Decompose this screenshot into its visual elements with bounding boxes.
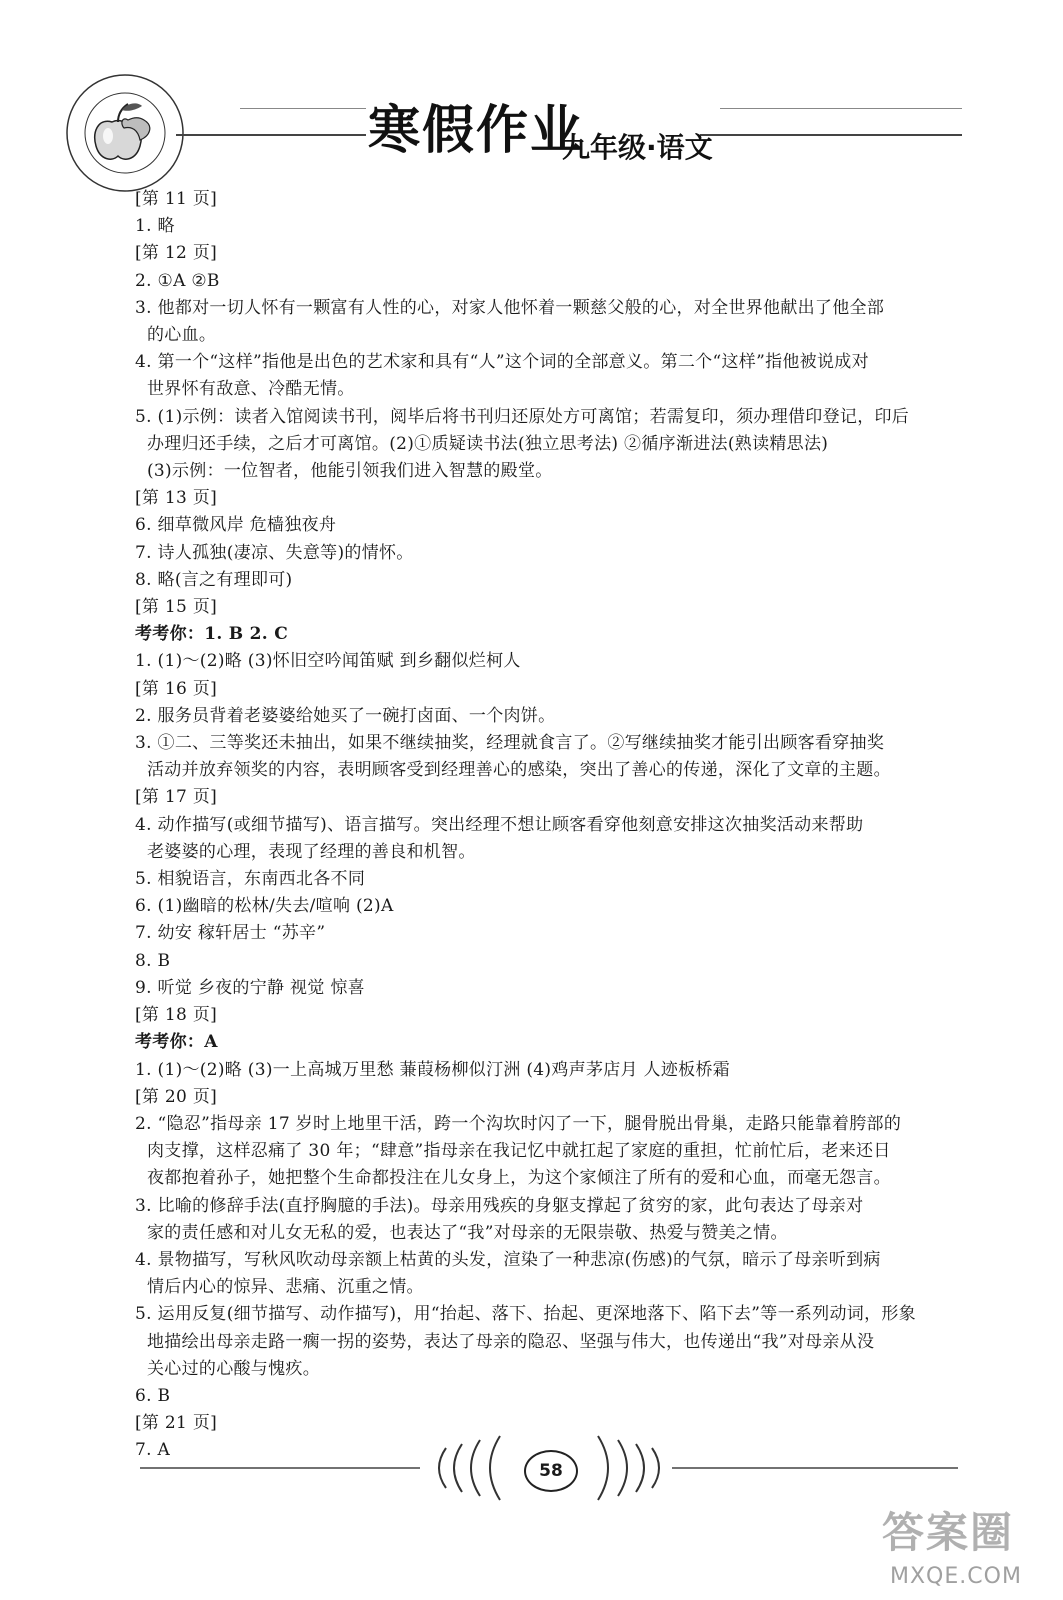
header-rule-right xyxy=(700,134,962,136)
answer-line: 6. B xyxy=(135,1385,171,1406)
answer-line: 5. 相貌语言，东南西北各不同 xyxy=(135,869,366,890)
answer-line: 2. 服务员背着老婆婆给她买了一碗打卤面、一个肉饼。 xyxy=(135,705,556,726)
answer-line: 考考你：1. B 2. C xyxy=(135,624,289,645)
answer-line: 7. A xyxy=(135,1440,171,1461)
page-section-heading: [第 16 页] xyxy=(135,678,218,699)
answer-line: 活动并放弃领奖的内容，表明顾客受到经理善心的感染，突出了善心的传递，深化了文章的主题。 xyxy=(147,760,891,781)
answer-line: 8. 略(言之有理即可) xyxy=(135,569,293,590)
answer-line: (3)示例：一位智者，他能引领我们进入智慧的殿堂。 xyxy=(147,461,553,482)
answer-line: 9. 听觉 乡夜的宁静 视觉 惊喜 xyxy=(135,977,365,998)
answer-line: 5. 运用反复(细节描写、动作描写)，用“抬起、落下、抬起、更深地落下、陷下去”等一系列动词，形象 xyxy=(135,1304,916,1325)
header-rule-left xyxy=(176,134,366,136)
page-section-heading: [第 20 页] xyxy=(135,1086,218,1107)
apple-logo-icon xyxy=(62,70,188,196)
answer-line: 肉支撑，这样忍痛了 30 年；“肆意”指母亲在我记忆中就扛起了家庭的重担，忙前忙后，老来还日 xyxy=(147,1141,891,1162)
answer-line: 5. (1)示例：读者入馆阅读书刊，阅毕后将书刊归还原处方可离馆；若需复印，须办理借印登记，印后 xyxy=(135,406,910,427)
page-number: 58 xyxy=(524,1450,578,1492)
answer-line: 的心血。 xyxy=(147,325,217,346)
answer-line: 7. 幼安 稼轩居士 “苏辛” xyxy=(135,923,326,944)
answer-line: 3. 比喻的修辞手法(直抒胸臆的手法)。母亲用残疾的身躯支撑起了贫穷的家，此句表达了母亲对 xyxy=(135,1195,864,1216)
answer-line: 家的责任感和对儿女无私的爱，也表达了“我”对母亲的无限崇敬、热爱与赞美之情。 xyxy=(147,1222,788,1243)
answer-line: 4. 第一个“这样”指他是出色的艺术家和具有“人”这个词的全部意义。第二个“这样”指他被说成对 xyxy=(135,352,869,373)
answer-line: 老婆婆的心理，表现了经理的善良和机智。 xyxy=(147,841,476,862)
page-section-heading: [第 12 页] xyxy=(135,243,218,264)
page-section-heading: [第 18 页] xyxy=(135,1005,218,1026)
watermark-url: MXQE.COM xyxy=(890,1564,1022,1589)
answer-line: 世界怀有敌意、冷酷无情。 xyxy=(147,379,355,400)
answer-line: 夜都抱着孙子，她把整个生命都投注在儿女身上，为这个家倾注了所有的爱和心血，而毫无怨言。 xyxy=(147,1168,891,1189)
answer-line: 关心过的心酸与愧疚。 xyxy=(147,1358,320,1379)
answer-line: 1. 略 xyxy=(135,216,175,237)
page-section-heading: [第 15 页] xyxy=(135,597,218,618)
answer-line: 地描绘出母亲走路一瘸一拐的姿势，表达了母亲的隐忍、坚强与伟大，也传递出“我”对母亲从没 xyxy=(147,1331,875,1352)
answer-line: 4. 景物描写，写秋风吹动母亲额上枯黄的头发，渲染了一种悲凉(伤感)的气氛，暗示了母亲听到病 xyxy=(135,1249,881,1270)
header-rule-right-thin xyxy=(720,108,962,109)
book-title: 寒假作业 xyxy=(368,101,585,161)
answer-line: 4. 动作描写(或细节描写)、语言描写。突出经理不想让顾客看穿他刻意安排这次抽奖活动来帮助 xyxy=(135,814,864,835)
answer-content xyxy=(135,186,965,1465)
answer-line: 6. (1)幽暗的松林/失去/喧响 (2)A xyxy=(135,896,394,917)
answer-line: 1. (1)～(2)略 (3)一上高城万里愁 蒹葭杨柳似汀洲 (4)鸡声茅店月 人迹板桥霜 xyxy=(135,1059,731,1080)
answer-line: 8. B xyxy=(135,950,171,971)
header-rule-left-thin xyxy=(240,108,366,109)
answer-line: 2. ①A ②B xyxy=(135,270,220,291)
answer-line: 3. 他都对一切人怀有一颗富有人性的心，对家人他怀着一颗慈父般的心，对全世界他献出了他全部 xyxy=(135,297,885,318)
answer-line: 3. ①二、三等奖还未抽出，如果不继续抽奖，经理就食言了。②写继续抽奖才能引出顾客看穿抽奖 xyxy=(135,733,885,754)
watermark xyxy=(868,1500,1058,1600)
answer-line: 办理归还手续，之后才可离馆。(2)①质疑读书法(独立思考法) ②循序渐进法(熟读精思法) xyxy=(147,433,829,454)
answer-line: 情后内心的惊异、悲痛、沉重之情。 xyxy=(147,1277,424,1298)
answer-line: 考考你：A xyxy=(135,1032,218,1053)
page-section-heading: [第 13 页] xyxy=(135,488,218,509)
answer-line: 6. 细草微风岸 危樯独夜舟 xyxy=(135,515,337,536)
page-section-heading: [第 21 页] xyxy=(135,1413,218,1434)
watermark-logo-text: 答案圈 xyxy=(882,1508,1015,1557)
answer-line: 7. 诗人孤独(凄凉、失意等)的情怀。 xyxy=(135,542,414,563)
page-section-heading: [第 17 页] xyxy=(135,787,218,808)
page-section-heading: [第 11 页] xyxy=(135,189,218,209)
answer-line: 2. “隐忍”指母亲 17 岁时上地里干活，跨一个沟坎时闪了一下，腿骨脱出骨巢，走路只能靠着胯部的 xyxy=(135,1113,902,1134)
page-header xyxy=(0,0,1063,190)
answer-line: 1. (1)～(2)略 (3)怀旧空吟闻笛赋 到乡翻似烂柯人 xyxy=(135,651,521,672)
book-subtitle: 九年级·语文 xyxy=(562,131,713,164)
